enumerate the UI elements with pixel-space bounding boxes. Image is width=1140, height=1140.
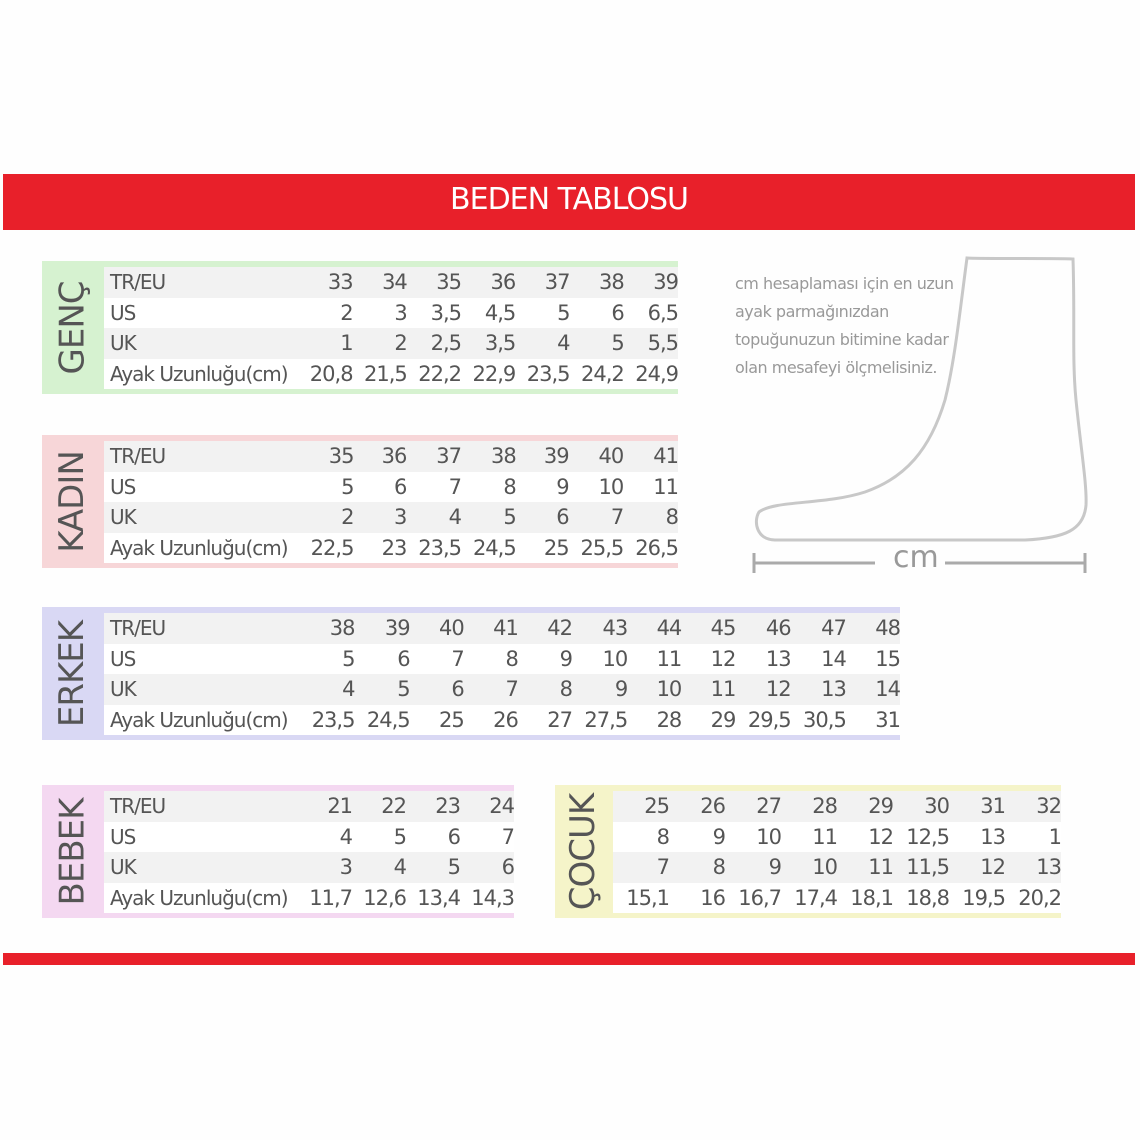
size-cell: 16 <box>669 883 725 914</box>
size-cell: 30,5 <box>791 705 846 736</box>
size-cell: 5 <box>299 644 354 675</box>
kadin-label: KADIN <box>52 450 93 553</box>
size-cell: 10 <box>572 644 627 675</box>
size-cell: 8 <box>613 822 669 853</box>
size-cell: 42 <box>518 613 572 644</box>
row-label: UK <box>104 674 299 705</box>
size-cell: 39 <box>516 441 569 472</box>
size-cell: 44 <box>627 613 681 644</box>
size-cell: 22,2 <box>407 359 461 390</box>
size-cell: 48 <box>846 613 900 644</box>
size-cell: 12,6 <box>352 883 406 914</box>
size-cell: 2 <box>353 328 407 359</box>
row-label: UK <box>104 328 298 359</box>
size-cell: 6 <box>516 502 569 533</box>
size-cell: 11 <box>627 644 681 675</box>
size-cell: 30 <box>893 791 949 822</box>
size-cell: 21 <box>298 791 352 822</box>
row-label: UK <box>104 502 299 533</box>
erkek-size-table <box>104 613 900 735</box>
size-cell: 46 <box>735 613 790 644</box>
size-cell: 8 <box>669 852 725 883</box>
size-cell: 6 <box>570 298 624 329</box>
cocuk-size-table <box>613 791 1061 913</box>
size-cell: 24,5 <box>461 533 516 564</box>
size-cell: 23,5 <box>406 533 461 564</box>
size-cell: 24,5 <box>354 705 409 736</box>
size-cell: 4 <box>515 328 569 359</box>
size-cell: 11 <box>681 674 735 705</box>
genc-size-table <box>104 267 678 389</box>
size-cell: 38 <box>570 267 624 298</box>
size-cell: 11,7 <box>298 883 352 914</box>
size-cell: 12 <box>735 674 790 705</box>
size-cell: 29 <box>837 791 893 822</box>
row-label: US <box>104 822 298 853</box>
size-cell: 11 <box>623 472 678 503</box>
size-cell: 40 <box>569 441 624 472</box>
size-cell: 20,8 <box>298 359 352 390</box>
size-cell: 23,5 <box>299 705 354 736</box>
size-cell: 31 <box>846 705 900 736</box>
size-cell: 25 <box>516 533 569 564</box>
size-cell: 26,5 <box>623 533 678 564</box>
size-cell: 5 <box>299 472 354 503</box>
size-cell: 23 <box>353 533 406 564</box>
size-cell: 5 <box>406 852 460 883</box>
size-cell: 1 <box>298 328 352 359</box>
size-cell: 41 <box>623 441 678 472</box>
row-label: TR/EU <box>104 441 299 472</box>
size-cell: 4 <box>352 852 406 883</box>
cm-label: cm <box>893 540 939 575</box>
size-cell: 11 <box>781 822 837 853</box>
kadin-label-panel <box>42 435 102 568</box>
table-row <box>104 441 678 472</box>
size-cell: 27,5 <box>572 705 627 736</box>
table-row <box>104 852 514 883</box>
table-row <box>104 613 900 644</box>
size-cell: 35 <box>299 441 354 472</box>
size-cell: 25 <box>410 705 464 736</box>
size-cell: 4 <box>298 822 352 853</box>
size-cell: 35 <box>407 267 461 298</box>
size-cell: 6 <box>460 852 514 883</box>
table-row <box>104 359 678 390</box>
genc-section <box>42 261 678 394</box>
size-cell: 10 <box>627 674 681 705</box>
size-cell: 3 <box>353 502 406 533</box>
size-cell: 26 <box>464 705 518 736</box>
row-label: Ayak Uzunluğu(cm) <box>104 533 299 564</box>
size-cell: 21,5 <box>353 359 407 390</box>
size-cell: 22,9 <box>461 359 515 390</box>
row-label: Ayak Uzunluğu(cm) <box>104 705 299 736</box>
size-cell: 2 <box>298 298 352 329</box>
table-row <box>613 883 1061 914</box>
size-cell: 22 <box>352 791 406 822</box>
size-cell: 23,5 <box>515 359 569 390</box>
size-cell: 13 <box>949 822 1005 853</box>
size-cell: 8 <box>461 472 516 503</box>
size-cell: 9 <box>572 674 627 705</box>
size-cell: 24 <box>460 791 514 822</box>
size-cell: 7 <box>569 502 624 533</box>
size-cell: 45 <box>681 613 735 644</box>
size-cell: 5 <box>570 328 624 359</box>
size-cell: 37 <box>515 267 569 298</box>
size-cell: 38 <box>299 613 354 644</box>
size-cell: 37 <box>406 441 461 472</box>
size-cell: 14,3 <box>460 883 514 914</box>
size-cell: 34 <box>353 267 407 298</box>
table-row <box>104 328 678 359</box>
size-cell: 47 <box>791 613 846 644</box>
size-cell: 10 <box>569 472 624 503</box>
size-cell: 13 <box>1005 852 1061 883</box>
table-row <box>104 644 900 675</box>
size-cell: 6 <box>406 822 460 853</box>
bottom-bar <box>3 953 1135 965</box>
table-row <box>613 822 1061 853</box>
size-cell: 13 <box>791 674 846 705</box>
size-cell: 15,1 <box>613 883 669 914</box>
size-cell: 5 <box>354 674 409 705</box>
kadin-section <box>42 435 678 568</box>
cocuk-label: ÇOCUK <box>563 793 603 910</box>
size-cell: 17,4 <box>781 883 837 914</box>
genc-label-panel <box>42 261 102 394</box>
size-cell: 29,5 <box>735 705 790 736</box>
size-cell: 25,5 <box>569 533 624 564</box>
size-cell: 9 <box>669 822 725 853</box>
measurement-note: cm hesaplaması için en uzun ayak parmağınızdan topuğunuzun bitimine kadar olan mesafeyi ölçmelisiniz. <box>735 274 954 377</box>
kadin-size-table <box>104 441 678 563</box>
table-row <box>104 298 678 329</box>
size-cell: 3,5 <box>461 328 515 359</box>
cocuk-label-panel <box>555 785 611 918</box>
erkek-label: ERKEK <box>52 620 92 727</box>
table-row <box>104 674 900 705</box>
size-cell: 5 <box>515 298 569 329</box>
size-cell: 41 <box>464 613 518 644</box>
size-cell: 24,2 <box>570 359 624 390</box>
size-cell: 9 <box>518 644 572 675</box>
row-label: Ayak Uzunluğu(cm) <box>104 359 298 390</box>
row-label: UK <box>104 852 298 883</box>
size-cell: 18,8 <box>893 883 949 914</box>
size-cell: 2,5 <box>407 328 461 359</box>
row-label: Ayak Uzunluğu(cm) <box>104 883 298 914</box>
size-cell: 36 <box>353 441 406 472</box>
size-cell: 39 <box>354 613 409 644</box>
size-cell: 27 <box>518 705 572 736</box>
size-cell: 12 <box>681 644 735 675</box>
size-cell: 32 <box>1005 791 1061 822</box>
size-cell: 40 <box>410 613 464 644</box>
size-cell: 12 <box>949 852 1005 883</box>
size-cell: 26 <box>669 791 725 822</box>
size-cell: 22,5 <box>299 533 354 564</box>
size-cell: 14 <box>846 674 900 705</box>
size-cell: 8 <box>464 644 518 675</box>
table-row <box>613 791 1061 822</box>
size-cell: 18,1 <box>837 883 893 914</box>
cocuk-section <box>555 785 1061 918</box>
row-label: TR/EU <box>104 791 298 822</box>
size-cell: 25 <box>613 791 669 822</box>
size-cell: 28 <box>627 705 681 736</box>
size-cell: 36 <box>461 267 515 298</box>
size-cell: 11,5 <box>893 852 949 883</box>
size-cell: 10 <box>781 852 837 883</box>
size-cell: 5 <box>461 502 516 533</box>
table-row <box>104 267 678 298</box>
size-cell: 9 <box>516 472 569 503</box>
size-cell: 1 <box>1005 822 1061 853</box>
size-cell: 8 <box>623 502 678 533</box>
size-cell: 12,5 <box>893 822 949 853</box>
size-cell: 12 <box>837 822 893 853</box>
size-cell: 3,5 <box>407 298 461 329</box>
table-row <box>104 502 678 533</box>
size-cell: 2 <box>299 502 354 533</box>
size-cell: 7 <box>464 674 518 705</box>
table-row <box>104 705 900 736</box>
size-cell: 3 <box>298 852 352 883</box>
size-cell: 3 <box>353 298 407 329</box>
size-cell: 23 <box>406 791 460 822</box>
size-cell: 16,7 <box>725 883 781 914</box>
size-cell: 4 <box>406 502 461 533</box>
table-row <box>104 883 514 914</box>
row-label: US <box>104 644 299 675</box>
size-cell: 19,5 <box>949 883 1005 914</box>
table-row <box>613 852 1061 883</box>
size-cell: 27 <box>725 791 781 822</box>
size-cell: 29 <box>681 705 735 736</box>
size-cell: 6 <box>353 472 406 503</box>
size-cell: 14 <box>791 644 846 675</box>
size-cell: 10 <box>725 822 781 853</box>
size-cell: 13,4 <box>406 883 460 914</box>
size-cell: 38 <box>461 441 516 472</box>
bebek-label: BEBEK <box>52 798 93 905</box>
size-cell: 5 <box>352 822 406 853</box>
row-label: TR/EU <box>104 613 299 644</box>
size-cell: 31 <box>949 791 1005 822</box>
size-cell: 7 <box>613 852 669 883</box>
erkek-label-panel <box>42 607 102 740</box>
row-label: TR/EU <box>104 267 298 298</box>
page-title: BEDEN TABLOSU <box>450 182 688 217</box>
size-cell: 5,5 <box>624 328 678 359</box>
size-cell: 20,2 <box>1005 883 1061 914</box>
size-cell: 39 <box>624 267 678 298</box>
foot-outline-icon <box>745 250 1105 590</box>
size-cell: 6,5 <box>624 298 678 329</box>
genc-label: GENÇ <box>52 280 93 375</box>
size-cell: 6 <box>410 674 464 705</box>
size-cell: 33 <box>298 267 352 298</box>
erkek-section <box>42 607 900 740</box>
size-cell: 15 <box>846 644 900 675</box>
table-row <box>104 533 678 564</box>
size-cell: 9 <box>725 852 781 883</box>
size-cell: 8 <box>518 674 572 705</box>
size-cell: 7 <box>460 822 514 853</box>
size-cell: 7 <box>410 644 464 675</box>
row-label: US <box>104 472 299 503</box>
size-cell: 13 <box>735 644 790 675</box>
table-row <box>104 791 514 822</box>
size-cell: 4,5 <box>461 298 515 329</box>
row-label: US <box>104 298 298 329</box>
title-banner <box>3 174 1135 230</box>
size-cell: 28 <box>781 791 837 822</box>
size-cell: 4 <box>299 674 354 705</box>
size-cell: 6 <box>354 644 409 675</box>
bebek-size-table <box>104 791 514 913</box>
table-row <box>104 822 514 853</box>
bebek-section <box>42 785 514 918</box>
size-cell: 7 <box>406 472 461 503</box>
bebek-label-panel <box>42 785 102 918</box>
size-cell: 11 <box>837 852 893 883</box>
size-cell: 43 <box>572 613 627 644</box>
table-row <box>104 472 678 503</box>
size-cell: 24,9 <box>624 359 678 390</box>
